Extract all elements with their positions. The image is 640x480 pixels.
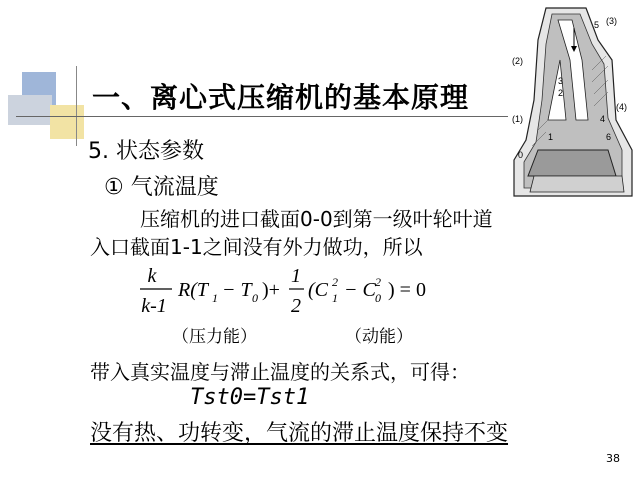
c0-sup-2: 2 xyxy=(375,275,381,289)
energy-equation xyxy=(140,262,480,326)
diagram-label-1: (1) xyxy=(512,114,523,124)
sub-0: 0 xyxy=(252,291,258,305)
diagram-num-6: 6 xyxy=(606,132,612,142)
c-sub-1: 1 xyxy=(332,291,338,305)
sub-1: 1 xyxy=(212,291,218,305)
paragraph-line-2: 入口截面1-1之间没有外力做功，所以 xyxy=(90,235,423,259)
term-r-t: R(T xyxy=(178,279,208,301)
term-c: (C xyxy=(308,279,328,301)
decor-square-yellow xyxy=(50,105,84,139)
diagram-label-2: (2) xyxy=(512,56,523,66)
half-numerator: 1 xyxy=(291,265,301,287)
paragraph-line-3: 带入真实温度与滞止温度的关系式，可得： xyxy=(90,360,470,384)
k-denominator: k-1 xyxy=(141,295,167,317)
diagram-num-4: 4 xyxy=(600,114,606,124)
impeller-base xyxy=(530,176,624,192)
diagram-label-3: (3) xyxy=(606,16,617,26)
pressure-energy-label: （压力能） xyxy=(172,327,257,347)
decor-square-gray xyxy=(8,95,52,125)
close-equals-zero: ) = 0 xyxy=(388,279,426,301)
diagram-label-4: (4) xyxy=(616,102,627,112)
diagram-num-0: 0 xyxy=(518,150,524,160)
title-underline xyxy=(16,116,536,117)
minus-c: − C xyxy=(344,279,376,301)
page-number: 38 xyxy=(606,452,620,465)
diagram-num-2: 2 xyxy=(558,88,564,98)
diagram-num-3: 3 xyxy=(558,76,564,86)
c-sub-0: 0 xyxy=(375,291,381,305)
conclusion-text: 没有热、功转变，气流的滞止温度保持不变 xyxy=(90,421,509,446)
decor-vertical-line xyxy=(76,66,77,146)
kinetic-energy-label: （动能） xyxy=(345,327,413,347)
paragraph-line-1: 压缩机的进口截面0-0到第一级叶轮叶道 xyxy=(140,207,493,231)
c1-sup-2: 2 xyxy=(332,275,338,289)
subsection-heading: ① 气流温度 xyxy=(104,175,219,200)
diagram-num-1: 1 xyxy=(548,132,554,142)
stagnation-temp-equation: Tst0=Tst1 xyxy=(190,385,310,410)
minus-t: − T xyxy=(222,279,252,301)
section-heading: 5. 状态参数 xyxy=(88,139,204,164)
k-numerator: k xyxy=(147,265,157,287)
slide-title: 一、离心式压缩机的基本原理 xyxy=(92,81,470,114)
compressor-cross-section-diagram xyxy=(508,0,640,200)
close-plus: )+ xyxy=(262,279,280,301)
diagram-num-5: 5 xyxy=(594,20,600,30)
half-denominator: 2 xyxy=(291,295,301,317)
impeller xyxy=(528,150,616,176)
